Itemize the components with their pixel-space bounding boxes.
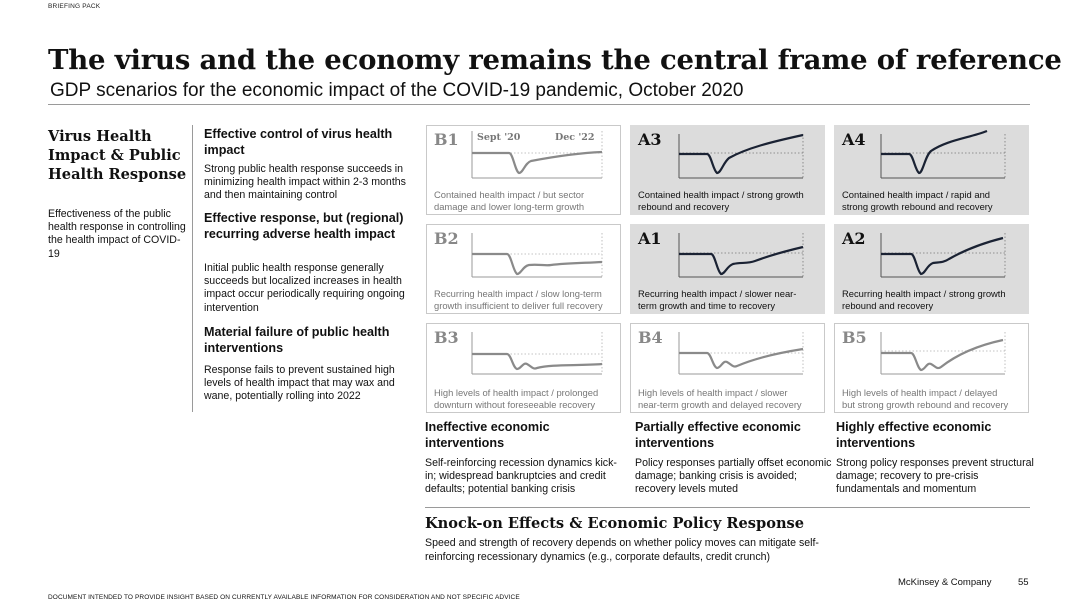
gdp-line-b3 xyxy=(472,354,602,369)
column-heading-partially-effective: Partially effective economic interventions xyxy=(635,420,801,450)
scenario-label-b2: B2 xyxy=(434,229,459,248)
scenario-card-a2 xyxy=(834,224,1029,314)
row-heading-material-failure: Material failure of public health interventions xyxy=(204,325,390,355)
gdp-line-a3 xyxy=(679,135,803,173)
row-description-effective-response: Initial public health response generally succeeds but localized increases in health impact occur periodically requiring ongoing intervention xyxy=(204,262,405,314)
scenario-label-b3: B3 xyxy=(434,328,459,347)
scenario-label-a3: A3 xyxy=(638,130,662,149)
scenario-card-a1 xyxy=(630,224,825,314)
row-heading-effective-control: Effective control of virus health impact xyxy=(204,127,393,157)
scenario-caption-b2: Recurring health impact / slow long-term growth insufficient to deliver full recovery xyxy=(434,288,603,311)
scenario-caption-b5: High levels of health impact / delayed but strong growth rebound and recovery xyxy=(842,387,1009,410)
scenario-card-b4 xyxy=(630,323,825,413)
axis-end-label: Dec '22 xyxy=(555,132,595,143)
knock-on-description: Speed and strength of recovery depends on whether policy moves can mitigate self-reinforcing recessionary dynamics (e.g., corporate defaults, credit crunch) xyxy=(425,537,819,563)
gdp-line-a2 xyxy=(881,238,1003,274)
knock-on-divider xyxy=(425,507,1030,508)
row-heading-effective-response: Effective response, but (regional) recurring adverse health impact xyxy=(204,211,404,241)
scenario-caption-a1: Recurring health impact / slower near- term growth and time to recovery xyxy=(638,288,797,311)
row-description-effective-control: Strong public health response succeeds in minimizing health impact within 2-3 months and then maintaining control xyxy=(204,163,406,202)
scenario-card-a4 xyxy=(834,125,1029,215)
knock-on-title: Knock-on Effects & Economic Policy Response xyxy=(425,515,805,532)
disclaimer: DOCUMENT INTENDED TO PROVIDE INSIGHT BASED ON CURRENTLY AVAILABLE INFORMATION FOR CONSIDERATION AND NOT SPECIFIC ADVICE xyxy=(48,594,520,601)
scenario-label-b4: B4 xyxy=(638,328,663,347)
title-divider xyxy=(48,104,1030,105)
sidebar-description: Effectiveness of the public health response in controlling the health impact of COVID-19 xyxy=(48,208,186,260)
column-description-ineffective: Self-reinforcing recession dynamics kick-in; widespread bankruptcies and credit defaults; potential banking crisis xyxy=(425,457,617,496)
page-title: The virus and the economy remains the central frame of reference xyxy=(48,44,1062,76)
column-description-highly-effective: Strong policy responses prevent structural damage; recovery to pre-crisis fundamentals and momentum xyxy=(836,457,1034,496)
page-number: 55 xyxy=(1018,577,1029,588)
column-heading-highly-effective: Highly effective economic interventions xyxy=(836,420,992,450)
scenario-label-b5: B5 xyxy=(842,328,867,347)
scenario-card-b2 xyxy=(426,224,621,314)
sidebar-divider xyxy=(192,125,193,412)
scenario-card-a3 xyxy=(630,125,825,215)
scenario-caption-a4: Contained health impact / rapid and strong growth rebound and recovery xyxy=(842,189,993,212)
scenario-label-a2: A2 xyxy=(842,229,866,248)
gdp-line-b2 xyxy=(472,254,602,274)
column-description-partially-effective: Policy responses partially offset economic damage; banking crisis is avoided; recovery levels muted xyxy=(635,457,832,496)
page-subtitle: GDP scenarios for the economic impact of the COVID-19 pandemic, October 2020 xyxy=(50,80,744,101)
scenario-caption-a3: Contained health impact / strong growth rebound and recovery xyxy=(638,189,804,212)
scenario-label-b1: B1 xyxy=(434,130,459,149)
scenario-caption-a2: Recurring health impact / strong growth rebound and recovery xyxy=(842,288,1006,311)
scenario-caption-b3: High levels of health impact / prolonged downturn without foreseeable recovery xyxy=(434,387,599,410)
axis-start-label: Sept '20 xyxy=(477,132,521,143)
row-description-material-failure: Response fails to prevent sustained high levels of health impact that may wax and wane, potentially rolling into 2022 xyxy=(204,364,395,403)
brand-name: McKinsey & Company xyxy=(898,577,992,588)
scenario-card-b3 xyxy=(426,323,621,413)
scenario-label-a4: A4 xyxy=(842,130,866,149)
sidebar-title: Virus Health Impact & Public Health Response xyxy=(48,128,187,183)
column-heading-ineffective: Ineffective economic interventions xyxy=(425,420,550,450)
scenario-card-b1 xyxy=(426,125,621,215)
kicker: BRIEFING PACK xyxy=(48,3,101,10)
scenario-caption-b4: High levels of health impact / slower near-term growth and delayed recovery xyxy=(638,387,802,410)
gdp-line-b1 xyxy=(472,152,602,173)
scenario-label-a1: A1 xyxy=(638,229,662,248)
gdp-line-b5 xyxy=(881,340,1003,370)
gdp-line-a1 xyxy=(679,247,803,274)
gdp-line-a4 xyxy=(881,131,987,173)
scenario-caption-b1: Contained health impact / but sector damage and lower long-term growth xyxy=(434,189,585,212)
gdp-line-b4 xyxy=(679,349,803,368)
scenario-card-b5 xyxy=(834,323,1029,413)
